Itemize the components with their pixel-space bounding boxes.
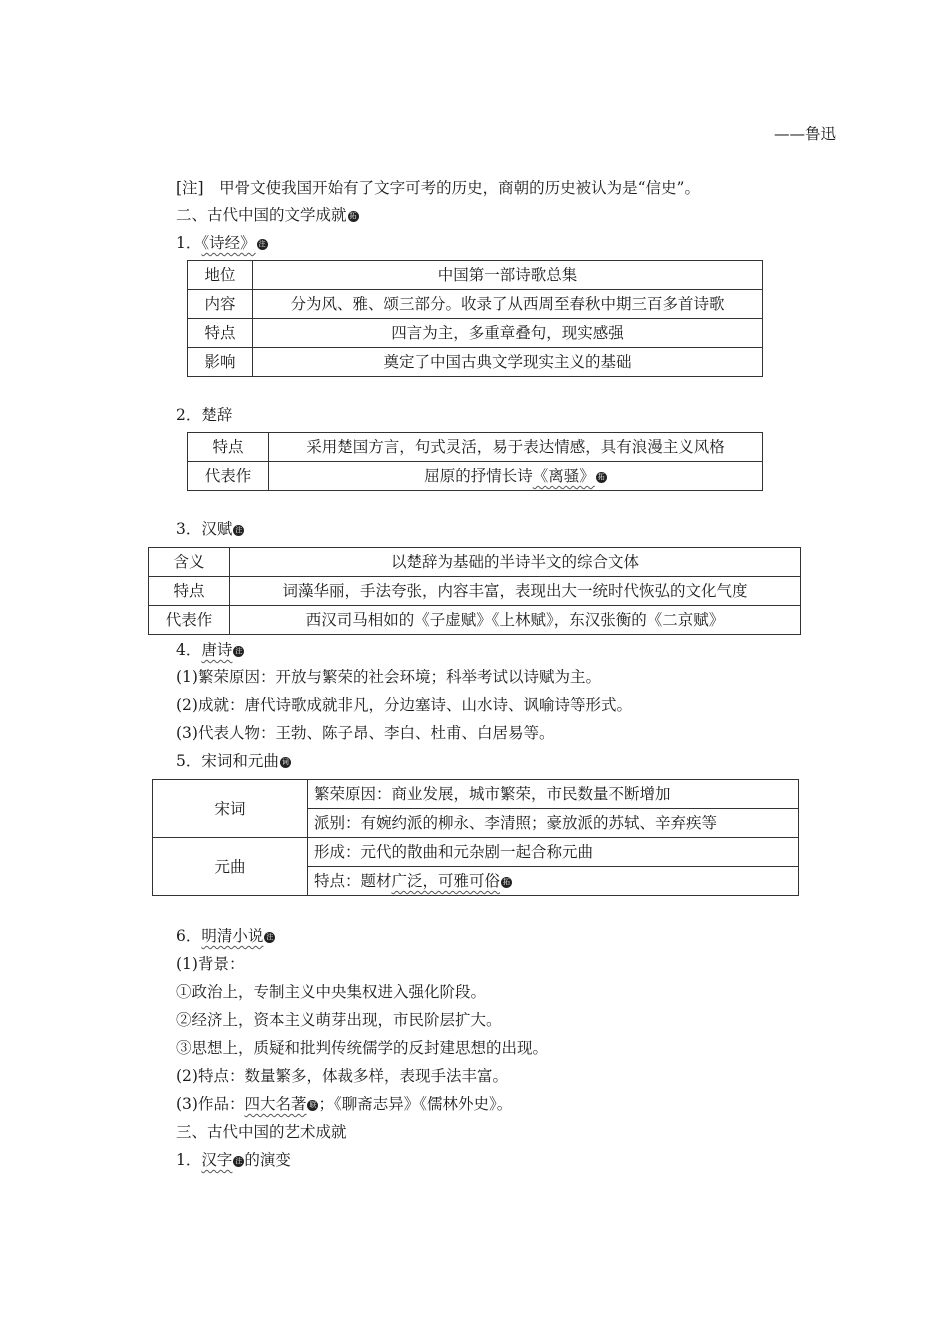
table-row: 元曲 形成：元代的散曲和元杂剧一起合称元曲: [153, 838, 799, 867]
tangshi-item-1: (1)繁荣原因：开放与繁荣的社会环境；科举考试以诗赋为主。: [176, 668, 601, 686]
table-row: 派别：有婉约派的柳永、李清照；豪放派的苏轼、辛弃疾等: [153, 809, 799, 838]
tangshi-item-2: (2)成就：唐代诗歌成就非凡，分边塞诗、山水诗、讽喻诗等形式。: [176, 696, 632, 714]
tangshi-item-3: (3)代表人物：王勃、陈子昂、李白、杜甫、白居易等。: [176, 724, 555, 742]
table-row: 地位 中国第一部诗歌总集: [188, 261, 763, 290]
table-row: 代表作 西汉司马相如的《子虚赋》《上林赋》，东汉张衡的《二京赋》: [149, 606, 801, 635]
shijing-heading: 1．《诗经》 注: [176, 234, 266, 252]
mingqing-works: (3)作品：四大名著 联 ；《聊斋志异》《儒林外史》。: [176, 1095, 513, 1113]
table-row: 特点 四言为主，多重章叠句，现实感强: [188, 319, 763, 348]
zhu-mark-icon: 注: [235, 525, 243, 534]
attribution: ——鲁迅: [774, 125, 837, 143]
mingqing-heading: 6．明清小说 注: [176, 927, 274, 945]
hanfu-heading: 3．汉赋 注: [176, 520, 243, 538]
table-row: 内容 分为风、雅、颂三部分。收录了从西周至春秋中期三百多首诗歌: [188, 290, 763, 319]
chuci-table: [187, 432, 763, 491]
table-row: 代表作 屈原的抒情长诗《离骚》 拓: [188, 462, 763, 491]
songci-yuanqu-table: [152, 779, 799, 896]
tuo-mark-icon: 拓: [597, 472, 605, 481]
table-row: 影响 奠定了中国古典文学现实主义的基础: [188, 348, 763, 377]
table-row: 特点 词藻华丽，手法夸张，内容丰富，表现出大一统时代恢弘的文化气度: [149, 577, 801, 606]
tangshi-heading: 4．唐诗 注: [176, 641, 243, 659]
zhu-mark-icon: 注: [258, 239, 266, 248]
lian-mark-icon: 联: [309, 1100, 317, 1109]
zhu-mark-icon: 注: [235, 646, 243, 655]
ci-mark-icon: 词: [281, 757, 289, 766]
section2-heading: 二、古代中国的文学成就 拓: [176, 206, 357, 224]
zhu-mark-icon: 注: [266, 932, 274, 941]
mingqing-features: (2)特点：数量繁多，体裁多样，表现手法丰富。: [176, 1067, 508, 1085]
tuo-mark-icon: 拓: [349, 211, 357, 220]
table-row: 特点 采用楚国方言，句式灵活，易于表达情感，具有浪漫主义风格: [188, 433, 763, 462]
hanfu-table: [148, 547, 801, 635]
shijing-table: [187, 260, 763, 377]
mingqing-b3: ③思想上，质疑和批判传统儒学的反封建思想的出现。: [176, 1039, 549, 1057]
mingqing-background: (1)背景：: [176, 955, 245, 973]
section3-heading: 三、古代中国的艺术成就: [176, 1123, 347, 1141]
chuci-heading: 2．楚辞: [176, 406, 233, 424]
mingqing-b2: ②经济上，资本主义萌芽出现，市民阶层扩大。: [176, 1011, 502, 1029]
table-row: 宋词 繁荣原因：商业发展，城市繁荣，市民数量不断增加: [153, 780, 799, 809]
tuo-mark-icon: 拓: [503, 877, 511, 886]
zhu-mark-icon: 注: [235, 1156, 243, 1165]
note-text: [注] 甲骨文使我国开始有了文字可考的历史，商朝的历史被认为是“信史”。: [176, 179, 700, 197]
table-row: 特点：题材广泛，可雅可俗 拓: [153, 867, 799, 896]
hanzi-heading: 1．汉字 注 的演变: [176, 1151, 291, 1169]
songci-heading: 5．宋词和元曲 词: [176, 752, 289, 770]
mingqing-b1: ①政治上，专制主义中央集权进入强化阶段。: [176, 983, 487, 1001]
table-row: 含义 以楚辞为基础的半诗半文的综合文体: [149, 548, 801, 577]
